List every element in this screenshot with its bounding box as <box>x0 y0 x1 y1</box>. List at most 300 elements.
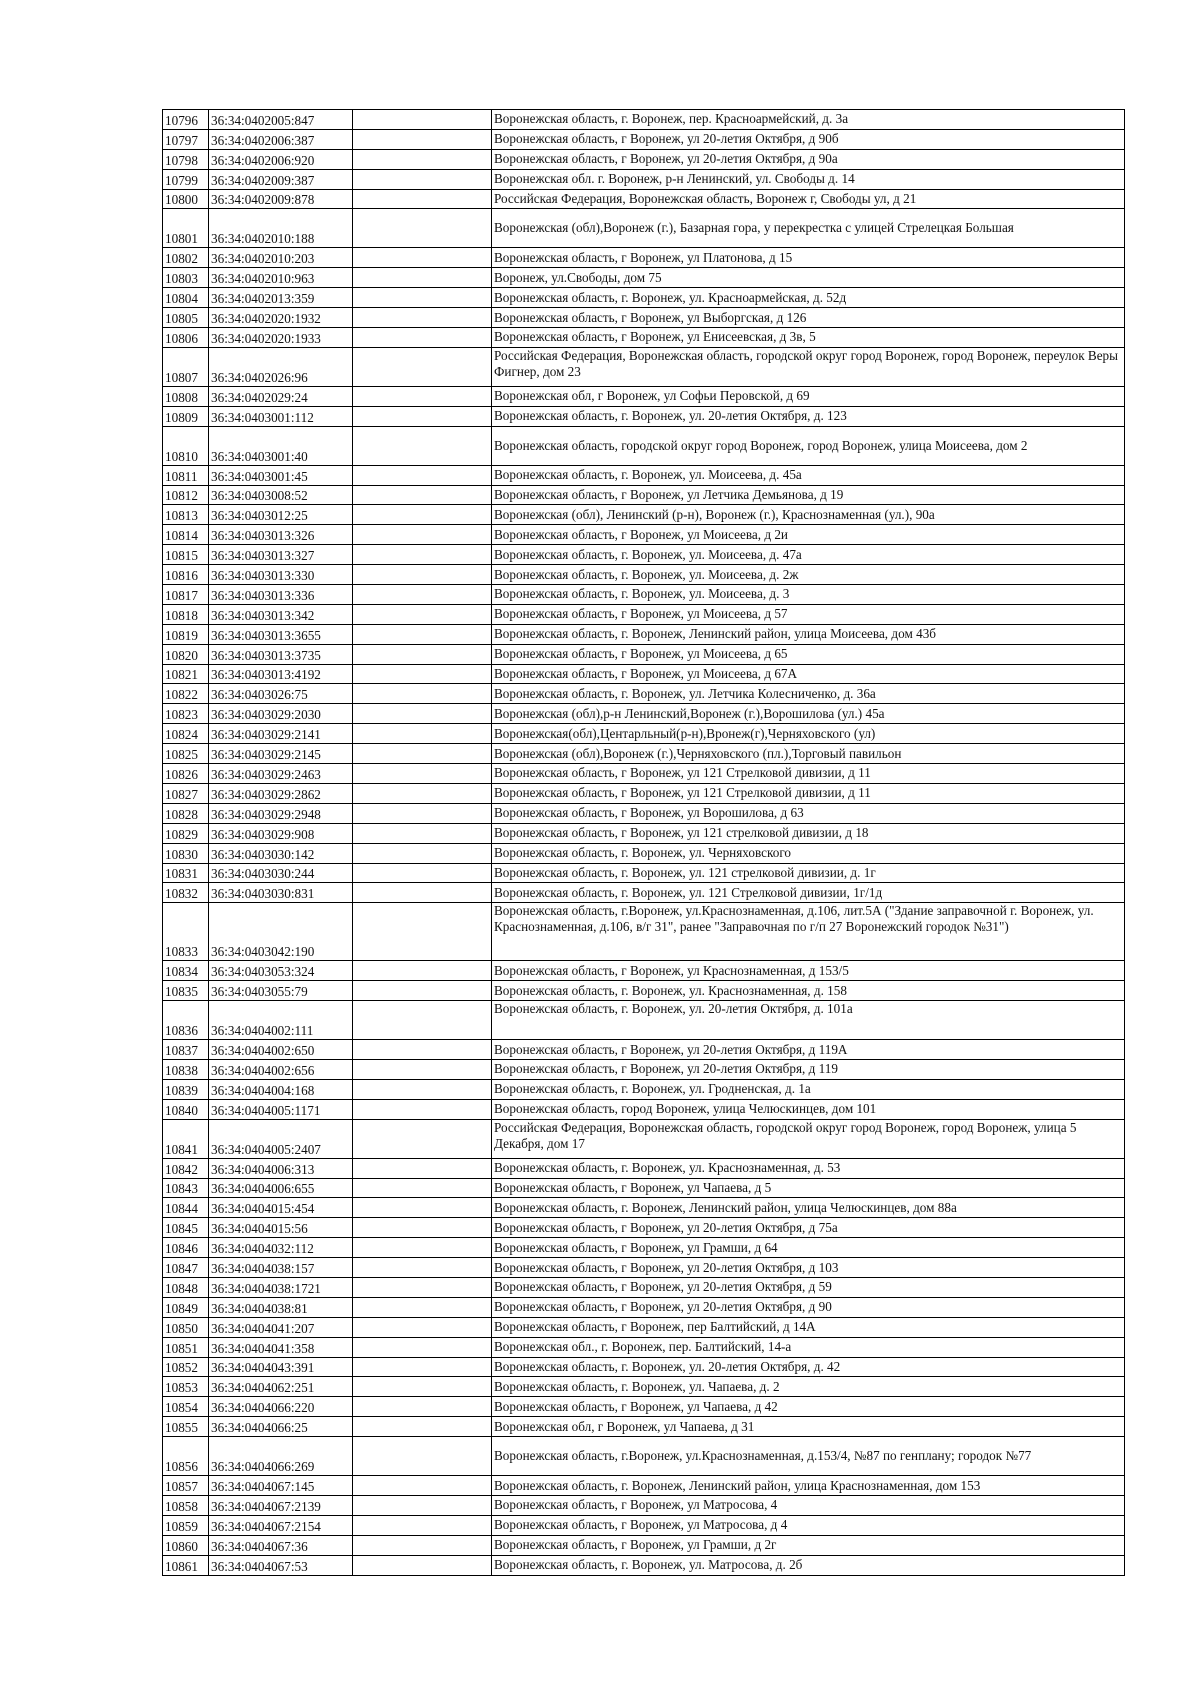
table-row <box>163 129 1125 149</box>
empty-cell <box>353 664 492 684</box>
empty-cell <box>353 903 492 961</box>
address-cell: Воронежская область, г Воронеж, ул Краснознаменная, д 153/5 <box>492 961 1125 981</box>
empty-cell <box>353 129 492 149</box>
cadastral-number-cell: 36:34:0404043:391 <box>209 1357 353 1377</box>
table-row <box>163 981 1125 1001</box>
table-row <box>163 863 1125 883</box>
cadastral-number-cell: 36:34:0402009:387 <box>209 169 353 189</box>
address-cell: Воронежская (обл),Воронеж (г.),Черняховского (пл.),Торговый павильон <box>492 744 1125 764</box>
table-row <box>163 823 1125 843</box>
table-row <box>163 624 1125 644</box>
table-row <box>163 664 1125 684</box>
empty-cell <box>353 248 492 268</box>
table-row <box>163 1515 1125 1535</box>
table-body <box>163 110 1125 1576</box>
address-cell: Воронежская обл, г Воронеж, ул Чапаева, д 31 <box>492 1417 1125 1437</box>
address-cell: Воронежская область, г. Воронеж, ул. Летчика Колесниченко, д. 36а <box>492 684 1125 704</box>
empty-cell <box>353 744 492 764</box>
address-cell: Воронежская область, г Воронеж, ул Енисеевская, д 3в, 5 <box>492 328 1125 348</box>
row-number-cell: 10861 <box>163 1555 209 1575</box>
table-row <box>163 1059 1125 1079</box>
table-row <box>163 1337 1125 1357</box>
empty-cell <box>353 1555 492 1575</box>
cadastral-number-cell: 36:34:0403013:326 <box>209 525 353 545</box>
table-row <box>163 724 1125 744</box>
address-cell: Воронежская область, г Воронеж, ул Матросова, 4 <box>492 1495 1125 1515</box>
address-cell: Воронежская область, г Воронеж, ул 121 стрелковой дивизии, д 18 <box>492 823 1125 843</box>
address-cell: Воронежская область, г Воронеж, ул Чапаева, д 5 <box>492 1178 1125 1198</box>
cadastral-number-cell: 36:34:0403013:3655 <box>209 624 353 644</box>
table-row <box>163 1218 1125 1238</box>
address-cell: Воронежская область, г. Воронеж, ул. Чапаева, д. 2 <box>492 1377 1125 1397</box>
address-cell: Воронеж, ул.Свободы, дом 75 <box>492 268 1125 288</box>
table-row <box>163 1079 1125 1099</box>
address-cell: Воронежская область, г. Воронеж, ул. Черняховского <box>492 843 1125 863</box>
row-number-cell: 10835 <box>163 981 209 1001</box>
row-number-cell: 10827 <box>163 783 209 803</box>
empty-cell <box>353 1099 492 1119</box>
empty-cell <box>353 308 492 328</box>
cadastral-number-cell: 36:34:0403026:75 <box>209 684 353 704</box>
cadastral-number-cell: 36:34:0403029:908 <box>209 823 353 843</box>
cadastral-number-cell: 36:34:0404066:25 <box>209 1417 353 1437</box>
row-number-cell: 10844 <box>163 1198 209 1218</box>
table-row <box>163 1535 1125 1555</box>
table-row <box>163 783 1125 803</box>
cadastral-number-cell: 36:34:0403013:342 <box>209 604 353 624</box>
empty-cell <box>353 961 492 981</box>
address-cell: Воронежская область, г Воронеж, ул 20-летия Октября, д 59 <box>492 1277 1125 1297</box>
table-row <box>163 843 1125 863</box>
cadastral-number-cell: 36:34:0404005:1171 <box>209 1099 353 1119</box>
cadastral-number-cell: 36:34:0403029:2141 <box>209 724 353 744</box>
table-row <box>163 209 1125 248</box>
row-number-cell: 10840 <box>163 1099 209 1119</box>
address-cell: Воронежская область, г. Воронеж, ул. 121 стрелковой дивизии, д. 1г <box>492 863 1125 883</box>
empty-cell <box>353 1277 492 1297</box>
table-row <box>163 764 1125 784</box>
address-cell: Воронежская область, г Воронеж, ул Моисеева, д 57 <box>492 604 1125 624</box>
cadastral-number-cell: 36:34:0404015:454 <box>209 1198 353 1218</box>
row-number-cell: 10850 <box>163 1317 209 1337</box>
table-row <box>163 604 1125 624</box>
empty-cell <box>353 1119 492 1158</box>
address-cell: Воронежская область, г.Воронеж, ул.Краснознаменная, д.153/4, №87 по генплану; городок №77 <box>492 1437 1125 1476</box>
cadastral-number-cell: 36:34:0403012:25 <box>209 505 353 525</box>
cadastral-number-cell: 36:34:0404067:2154 <box>209 1515 353 1535</box>
cadastral-number-cell: 36:34:0404002:650 <box>209 1040 353 1060</box>
cadastral-number-cell: 36:34:0404002:656 <box>209 1059 353 1079</box>
table-row <box>163 1317 1125 1337</box>
empty-cell <box>353 1079 492 1099</box>
row-number-cell: 10842 <box>163 1158 209 1178</box>
address-cell: Российская Федерация, Воронежская область, городской округ город Воронеж, город Воронеж, переулок Веры Фигнер, дом 23 <box>492 347 1125 386</box>
table-row <box>163 1158 1125 1178</box>
empty-cell <box>353 328 492 348</box>
row-number-cell: 10822 <box>163 684 209 704</box>
row-number-cell: 10799 <box>163 169 209 189</box>
address-cell: Воронежская область, г. Воронеж, ул. Моисеева, д. 45а <box>492 465 1125 485</box>
address-cell: Воронежская область, г Воронеж, ул Моисеева, д 67А <box>492 664 1125 684</box>
row-number-cell: 10853 <box>163 1377 209 1397</box>
cadastral-register-table <box>162 109 1125 1576</box>
address-cell: Воронежская область, г. Воронеж, ул. Красноармейская, д. 52д <box>492 288 1125 308</box>
table-row <box>163 545 1125 565</box>
table-row <box>163 1040 1125 1060</box>
empty-cell <box>353 1178 492 1198</box>
row-number-cell: 10817 <box>163 585 209 605</box>
address-cell: Воронежская область, г Воронеж, ул Выборгская, д 126 <box>492 308 1125 328</box>
address-cell: Воронежская область, г. Воронеж, Ленинский район, улица Моисеева, дом 43б <box>492 624 1125 644</box>
empty-cell <box>353 1317 492 1337</box>
cadastral-number-cell: 36:34:0404015:56 <box>209 1218 353 1238</box>
table-row <box>163 1178 1125 1198</box>
empty-cell <box>353 565 492 585</box>
row-number-cell: 10859 <box>163 1515 209 1535</box>
address-cell: Воронежская обл. г. Воронеж, р-н Ленинский, ул. Свободы д. 14 <box>492 169 1125 189</box>
table-row <box>163 505 1125 525</box>
row-number-cell: 10832 <box>163 883 209 903</box>
empty-cell <box>353 1476 492 1496</box>
row-number-cell: 10810 <box>163 426 209 465</box>
table-row <box>163 1377 1125 1397</box>
row-number-cell: 10798 <box>163 149 209 169</box>
address-cell: Воронежская область, г Воронеж, ул Летчика Демьянова, д 19 <box>492 485 1125 505</box>
cadastral-number-cell: 36:34:0403013:327 <box>209 545 353 565</box>
cadastral-number-cell: 36:34:0403001:112 <box>209 406 353 426</box>
cadastral-number-cell: 36:34:0404066:220 <box>209 1397 353 1417</box>
row-number-cell: 10811 <box>163 465 209 485</box>
empty-cell <box>353 1258 492 1278</box>
empty-cell <box>353 724 492 744</box>
row-number-cell: 10836 <box>163 1001 209 1040</box>
cadastral-number-cell: 36:34:0403029:2030 <box>209 704 353 724</box>
address-cell: Воронежская область, г Воронеж, ул 121 Стрелковой дивизии, д 11 <box>492 764 1125 784</box>
table-row <box>163 1198 1125 1218</box>
table-row <box>163 684 1125 704</box>
row-number-cell: 10796 <box>163 110 209 130</box>
row-number-cell: 10830 <box>163 843 209 863</box>
row-number-cell: 10843 <box>163 1178 209 1198</box>
empty-cell <box>353 1238 492 1258</box>
row-number-cell: 10821 <box>163 664 209 684</box>
cadastral-number-cell: 36:34:0402020:1933 <box>209 328 353 348</box>
table-row <box>163 1397 1125 1417</box>
table-row <box>163 903 1125 961</box>
empty-cell <box>353 525 492 545</box>
row-number-cell: 10812 <box>163 485 209 505</box>
row-number-cell: 10803 <box>163 268 209 288</box>
cadastral-number-cell: 36:34:0402005:847 <box>209 110 353 130</box>
address-cell: Воронежская область, г Воронеж, ул Грамши, д 64 <box>492 1238 1125 1258</box>
empty-cell <box>353 863 492 883</box>
address-cell: Воронежская область, г. Воронеж, ул. 20-летия Октября, д. 123 <box>492 406 1125 426</box>
row-number-cell: 10838 <box>163 1059 209 1079</box>
address-cell: Воронежская область, г.Воронеж, ул.Краснознаменная, д.106, лит.5А ("Здание заправочной г. Воронеж, ул. Краснознаменная, д.106, в/г 31", ранее "Заправочная по г/п 27 Воронежский городок №31") <box>492 903 1125 961</box>
table-row <box>163 1277 1125 1297</box>
row-number-cell: 10857 <box>163 1476 209 1496</box>
cadastral-number-cell: 36:34:0403030:244 <box>209 863 353 883</box>
row-number-cell: 10808 <box>163 386 209 406</box>
empty-cell <box>353 505 492 525</box>
cadastral-number-cell: 36:34:0402009:878 <box>209 189 353 209</box>
table-row <box>163 248 1125 268</box>
row-number-cell: 10837 <box>163 1040 209 1060</box>
empty-cell <box>353 1158 492 1178</box>
cadastral-number-cell: 36:34:0403029:2948 <box>209 803 353 823</box>
row-number-cell: 10847 <box>163 1258 209 1278</box>
row-number-cell: 10854 <box>163 1397 209 1417</box>
empty-cell <box>353 426 492 465</box>
address-cell: Воронежская область, г Воронеж, ул Грамши, д 2г <box>492 1535 1125 1555</box>
table-row <box>163 308 1125 328</box>
address-cell: Воронежская область, г. Воронеж, пер. Красноармейский, д. 3а <box>492 110 1125 130</box>
table-row <box>163 1476 1125 1496</box>
cadastral-number-cell: 36:34:0403008:52 <box>209 485 353 505</box>
cadastral-number-cell: 36:34:0403013:4192 <box>209 664 353 684</box>
empty-cell <box>353 1535 492 1555</box>
address-cell: Воронежская область, г. Воронеж, ул. Гродненская, д. 1а <box>492 1079 1125 1099</box>
cadastral-number-cell: 36:34:0404062:251 <box>209 1377 353 1397</box>
row-number-cell: 10833 <box>163 903 209 961</box>
empty-cell <box>353 545 492 565</box>
table-row <box>163 1119 1125 1158</box>
empty-cell <box>353 1059 492 1079</box>
row-number-cell: 10801 <box>163 209 209 248</box>
table-row <box>163 1099 1125 1119</box>
cadastral-number-cell: 36:34:0402013:359 <box>209 288 353 308</box>
cadastral-number-cell: 36:34:0403029:2145 <box>209 744 353 764</box>
address-cell: Воронежская область, г Воронеж, ул 20-летия Октября, д 90 <box>492 1297 1125 1317</box>
row-number-cell: 10800 <box>163 189 209 209</box>
table-row <box>163 644 1125 664</box>
row-number-cell: 10849 <box>163 1297 209 1317</box>
cadastral-number-cell: 36:34:0404067:2139 <box>209 1495 353 1515</box>
cadastral-number-cell: 36:34:0404066:269 <box>209 1437 353 1476</box>
empty-cell <box>353 189 492 209</box>
empty-cell <box>353 604 492 624</box>
row-number-cell: 10797 <box>163 129 209 149</box>
cadastral-number-cell: 36:34:0402010:963 <box>209 268 353 288</box>
address-cell: Воронежская область, г Воронеж, ул Матросова, д 4 <box>492 1515 1125 1535</box>
address-cell: Воронежская область, г. Воронеж, ул. 20-летия Октября, д. 101а <box>492 1001 1125 1040</box>
empty-cell <box>353 1495 492 1515</box>
empty-cell <box>353 1437 492 1476</box>
table-row <box>163 1357 1125 1377</box>
address-cell: Воронежская область, г Воронеж, ул 20-летия Октября, д 75а <box>492 1218 1125 1238</box>
table-row <box>163 1238 1125 1258</box>
cadastral-number-cell: 36:34:0404005:2407 <box>209 1119 353 1158</box>
empty-cell <box>353 1337 492 1357</box>
table-row <box>163 288 1125 308</box>
empty-cell <box>353 783 492 803</box>
cadastral-number-cell: 36:34:0404032:112 <box>209 1238 353 1258</box>
row-number-cell: 10848 <box>163 1277 209 1297</box>
cadastral-number-cell: 36:34:0404067:145 <box>209 1476 353 1496</box>
cadastral-number-cell: 36:34:0403042:190 <box>209 903 353 961</box>
address-cell: Воронежская область, г Воронеж, ул Ворошилова, д 63 <box>492 803 1125 823</box>
row-number-cell: 10834 <box>163 961 209 981</box>
address-cell: Воронежская область, г Воронеж, ул Платонова, д 15 <box>492 248 1125 268</box>
cadastral-number-cell: 36:34:0404041:207 <box>209 1317 353 1337</box>
empty-cell <box>353 1001 492 1040</box>
table-row <box>163 883 1125 903</box>
row-number-cell: 10845 <box>163 1218 209 1238</box>
empty-cell <box>353 684 492 704</box>
cadastral-number-cell: 36:34:0403053:324 <box>209 961 353 981</box>
cadastral-number-cell: 36:34:0404038:1721 <box>209 1277 353 1297</box>
cadastral-number-cell: 36:34:0402010:203 <box>209 248 353 268</box>
cadastral-number-cell: 36:34:0402010:188 <box>209 209 353 248</box>
address-cell: Российская Федерация, Воронежская область, городской округ город Воронеж, город Воронеж, улица 5 Декабря, дом 17 <box>492 1119 1125 1158</box>
address-cell: Воронежская область, г Воронеж, ул 20-летия Октября, д 103 <box>492 1258 1125 1278</box>
address-cell: Воронежская область, г Воронеж, ул 20-летия Октября, д 90б <box>492 129 1125 149</box>
cadastral-number-cell: 36:34:0404038:81 <box>209 1297 353 1317</box>
address-cell: Российская Федерация, Воронежская область, Воронеж г, Свободы ул, д 21 <box>492 189 1125 209</box>
empty-cell <box>353 1357 492 1377</box>
table-row <box>163 1437 1125 1476</box>
row-number-cell: 10806 <box>163 328 209 348</box>
address-cell: Воронежская область, г. Воронеж, ул. Моисеева, д. 3 <box>492 585 1125 605</box>
table-row <box>163 386 1125 406</box>
address-cell: Воронежская область, г. Воронеж, ул. Моисеева, д. 47а <box>492 545 1125 565</box>
address-cell: Воронежская область, г. Воронеж, Ленинский район, улица Челюскинцев, дом 88а <box>492 1198 1125 1218</box>
address-cell: Воронежская область, г. Воронеж, ул. Краснознаменная, д. 53 <box>492 1158 1125 1178</box>
row-number-cell: 10860 <box>163 1535 209 1555</box>
row-number-cell: 10814 <box>163 525 209 545</box>
row-number-cell: 10815 <box>163 545 209 565</box>
empty-cell <box>353 704 492 724</box>
empty-cell <box>353 149 492 169</box>
table-row <box>163 585 1125 605</box>
table-row <box>163 744 1125 764</box>
empty-cell <box>353 386 492 406</box>
address-cell: Воронежская обл, г Воронеж, ул Софьи Перовской, д 69 <box>492 386 1125 406</box>
row-number-cell: 10819 <box>163 624 209 644</box>
cadastral-number-cell: 36:34:0403013:330 <box>209 565 353 585</box>
row-number-cell: 10816 <box>163 565 209 585</box>
empty-cell <box>353 110 492 130</box>
empty-cell <box>353 803 492 823</box>
address-cell: Воронежская область, г. Воронеж, ул. 20-летия Октября, д. 42 <box>492 1357 1125 1377</box>
empty-cell <box>353 1377 492 1397</box>
cadastral-number-cell: 36:34:0403001:40 <box>209 426 353 465</box>
row-number-cell: 10828 <box>163 803 209 823</box>
address-cell: Воронежская область, г. Воронеж, Ленинский район, улица Краснознаменная, дом 153 <box>492 1476 1125 1496</box>
empty-cell <box>353 823 492 843</box>
row-number-cell: 10858 <box>163 1495 209 1515</box>
table-row <box>163 565 1125 585</box>
empty-cell <box>353 485 492 505</box>
empty-cell <box>353 1198 492 1218</box>
address-cell: Воронежская область, г Воронеж, ул Моисеева, д 65 <box>492 644 1125 664</box>
address-cell: Воронежская (обл),Воронеж (г.), Базарная гора, у перекрестка с улицей Стрелецкая Большая <box>492 209 1125 248</box>
row-number-cell: 10851 <box>163 1337 209 1357</box>
table-row <box>163 1001 1125 1040</box>
address-cell: Воронежская область, городской округ город Воронеж, город Воронеж, улица Моисеева, дом 2 <box>492 426 1125 465</box>
address-cell: Воронежская (обл), Ленинский (р-н), Воронеж (г.), Краснознаменная (ул.), 90а <box>492 505 1125 525</box>
cadastral-number-cell: 36:34:0402029:24 <box>209 386 353 406</box>
empty-cell <box>353 1218 492 1238</box>
empty-cell <box>353 268 492 288</box>
table-row <box>163 328 1125 348</box>
table-row <box>163 465 1125 485</box>
empty-cell <box>353 1297 492 1317</box>
empty-cell <box>353 981 492 1001</box>
table-row <box>163 189 1125 209</box>
cadastral-number-cell: 36:34:0404004:168 <box>209 1079 353 1099</box>
row-number-cell: 10841 <box>163 1119 209 1158</box>
row-number-cell: 10804 <box>163 288 209 308</box>
cadastral-number-cell: 36:34:0403001:45 <box>209 465 353 485</box>
cadastral-number-cell: 36:34:0403055:79 <box>209 981 353 1001</box>
cadastral-number-cell: 36:34:0402020:1932 <box>209 308 353 328</box>
empty-cell <box>353 624 492 644</box>
empty-cell <box>353 465 492 485</box>
table-row <box>163 406 1125 426</box>
row-number-cell: 10856 <box>163 1437 209 1476</box>
row-number-cell: 10805 <box>163 308 209 328</box>
address-cell: Воронежская область, г Воронеж, ул Моисеева, д 2и <box>492 525 1125 545</box>
address-cell: Воронежская область, г Воронеж, ул 20-летия Октября, д 119А <box>492 1040 1125 1060</box>
cadastral-number-cell: 36:34:0404006:655 <box>209 1178 353 1198</box>
address-cell: Воронежская область, г Воронеж, ул 121 Стрелковой дивизии, д 11 <box>492 783 1125 803</box>
row-number-cell: 10846 <box>163 1238 209 1258</box>
empty-cell <box>353 169 492 189</box>
row-number-cell: 10839 <box>163 1079 209 1099</box>
empty-cell <box>353 1397 492 1417</box>
empty-cell <box>353 288 492 308</box>
cadastral-number-cell: 36:34:0404067:36 <box>209 1535 353 1555</box>
address-cell: Воронежская область, г. Воронеж, ул. Краснознаменная, д. 158 <box>492 981 1125 1001</box>
cadastral-number-cell: 36:34:0404067:53 <box>209 1555 353 1575</box>
table-row <box>163 1495 1125 1515</box>
table-row <box>163 110 1125 130</box>
cadastral-number-cell: 36:34:0402006:387 <box>209 129 353 149</box>
address-cell: Воронежская обл., г. Воронеж, пер. Балтийский, 14-а <box>492 1337 1125 1357</box>
address-cell: Воронежская область, г Воронеж, пер Балтийский, д 14А <box>492 1317 1125 1337</box>
table-row <box>163 525 1125 545</box>
empty-cell <box>353 843 492 863</box>
row-number-cell: 10826 <box>163 764 209 784</box>
cadastral-number-cell: 36:34:0403030:831 <box>209 883 353 903</box>
cadastral-number-cell: 36:34:0403030:142 <box>209 843 353 863</box>
row-number-cell: 10820 <box>163 644 209 664</box>
cadastral-number-cell: 36:34:0403013:3735 <box>209 644 353 664</box>
address-cell: Воронежская область, город Воронеж, улица Челюскинцев, дом 101 <box>492 1099 1125 1119</box>
cadastral-number-cell: 36:34:0404041:358 <box>209 1337 353 1357</box>
cadastral-number-cell: 36:34:0403029:2463 <box>209 764 353 784</box>
row-number-cell: 10852 <box>163 1357 209 1377</box>
table-row <box>163 149 1125 169</box>
empty-cell <box>353 764 492 784</box>
row-number-cell: 10807 <box>163 347 209 386</box>
cadastral-number-cell: 36:34:0403029:2862 <box>209 783 353 803</box>
empty-cell <box>353 406 492 426</box>
row-number-cell: 10824 <box>163 724 209 744</box>
row-number-cell: 10831 <box>163 863 209 883</box>
address-cell: Воронежская область, г. Воронеж, ул. 121 Стрелковой дивизии, 1г/1д <box>492 883 1125 903</box>
address-cell: Воронежская область, г Воронеж, ул 20-летия Октября, д 90а <box>492 149 1125 169</box>
table-row <box>163 1258 1125 1278</box>
row-number-cell: 10818 <box>163 604 209 624</box>
address-cell: Воронежская (обл),р-н Ленинский,Воронеж (г.),Ворошилова (ул.) 45а <box>492 704 1125 724</box>
table-row <box>163 268 1125 288</box>
table-row <box>163 961 1125 981</box>
cadastral-number-cell: 36:34:0403013:336 <box>209 585 353 605</box>
empty-cell <box>353 1515 492 1535</box>
table-row <box>163 1555 1125 1575</box>
